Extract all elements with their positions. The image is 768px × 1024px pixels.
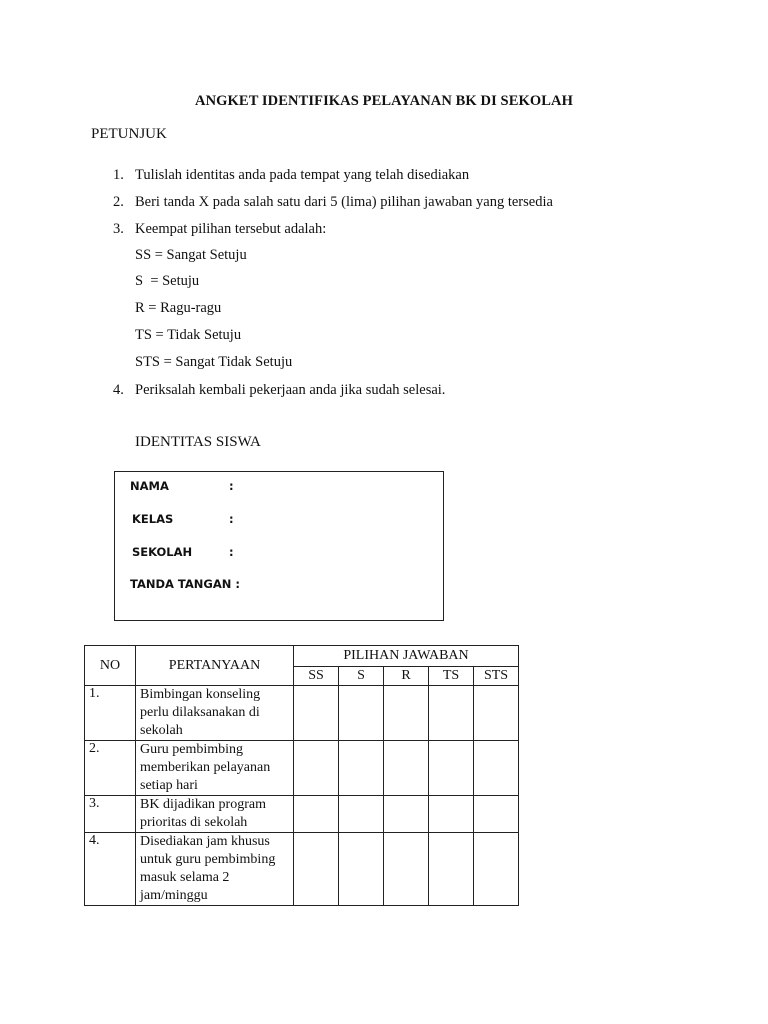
answer-cell-ss[interactable] (294, 833, 339, 906)
identity-field-name[interactable] (130, 479, 234, 493)
document-title: ANGKET IDENTIFIKAS PELAYANAN BK DI SEKOLAH (195, 93, 573, 109)
row-number: 3. (85, 796, 136, 833)
step-text: Periksalah kembali pekerjaan anda jika sudah selesai. (135, 382, 446, 398)
field-label: KELAS (132, 512, 174, 526)
step-number: 1. (113, 167, 124, 183)
answer-cell-ts[interactable] (429, 741, 474, 796)
row-number: 4. (85, 833, 136, 906)
row-question: Disediakan jam khusus untuk guru pembimbing masuk selama 2 jam/minggu (136, 833, 294, 906)
legend-item: TS = Tidak Setuju (135, 327, 242, 343)
step-number: 3. (113, 221, 124, 237)
option-header: STS (474, 667, 519, 686)
table-row (85, 741, 519, 796)
step-text: Keempat pilihan tersebut adalah: (135, 221, 327, 237)
header-no: NO (85, 646, 136, 686)
row-number: 2. (85, 741, 136, 796)
answer-cell-sts[interactable] (474, 741, 519, 796)
legend-item: R = Ragu-ragu (135, 300, 222, 316)
answer-cell-ss[interactable] (294, 741, 339, 796)
row-question: Guru pembimbing memberikan pelayanan setiap hari (136, 741, 294, 796)
step-number: 4. (113, 382, 124, 398)
answer-cell-ss[interactable] (294, 686, 339, 741)
answer-cell-s[interactable] (339, 833, 384, 906)
option-header: SS (294, 667, 339, 686)
row-question: Bimbingan konseling perlu dilaksanakan di sekolah (136, 686, 294, 741)
answer-cell-r[interactable] (384, 833, 429, 906)
identity-box (114, 471, 444, 621)
option-header: S (339, 667, 384, 686)
step-text: Tulislah identitas anda pada tempat yang telah disediakan (135, 167, 470, 183)
field-label: SEKOLAH (132, 545, 193, 559)
answer-cell-s[interactable] (339, 686, 384, 741)
answer-cell-s[interactable] (339, 796, 384, 833)
field-label: NAMA (130, 479, 169, 493)
identity-heading: IDENTITAS SISWA (135, 434, 261, 450)
answer-cell-sts[interactable] (474, 833, 519, 906)
header-answers: PILIHAN JAWABAN (294, 646, 519, 667)
answer-cell-r[interactable] (384, 686, 429, 741)
field-label: TANDA TANGAN : (130, 577, 240, 591)
legend-item: SS = Sangat Setuju (135, 247, 247, 263)
step-text: Beri tanda X pada salah satu dari 5 (lima) pilihan jawaban yang tersedia (135, 194, 553, 210)
option-header: R (384, 667, 429, 686)
field-colon: : (229, 512, 234, 526)
identity-field-class[interactable] (132, 512, 234, 526)
instructions-heading: PETUNJUK (91, 126, 167, 142)
table-row (85, 796, 519, 833)
table-row (85, 833, 519, 906)
row-question: BK dijadikan program prioritas di sekolah (136, 796, 294, 833)
answer-cell-r[interactable] (384, 741, 429, 796)
answer-cell-sts[interactable] (474, 796, 519, 833)
answer-cell-s[interactable] (339, 741, 384, 796)
row-number: 1. (85, 686, 136, 741)
header-question: PERTANYAAN (136, 646, 294, 686)
answer-cell-sts[interactable] (474, 686, 519, 741)
answer-cell-r[interactable] (384, 796, 429, 833)
step-number: 2. (113, 194, 124, 210)
answer-cell-ss[interactable] (294, 796, 339, 833)
legend-item: S = Setuju (135, 273, 200, 289)
questionnaire-table (84, 645, 519, 906)
identity-field-signature[interactable] (130, 577, 240, 591)
identity-field-school[interactable] (132, 545, 234, 559)
field-colon: : (229, 479, 234, 493)
answer-cell-ts[interactable] (429, 686, 474, 741)
option-header: TS (429, 667, 474, 686)
table-row (85, 686, 519, 741)
answer-cell-ts[interactable] (429, 796, 474, 833)
answer-cell-ts[interactable] (429, 833, 474, 906)
legend-item: STS = Sangat Tidak Setuju (135, 354, 293, 370)
field-colon: : (229, 545, 234, 559)
